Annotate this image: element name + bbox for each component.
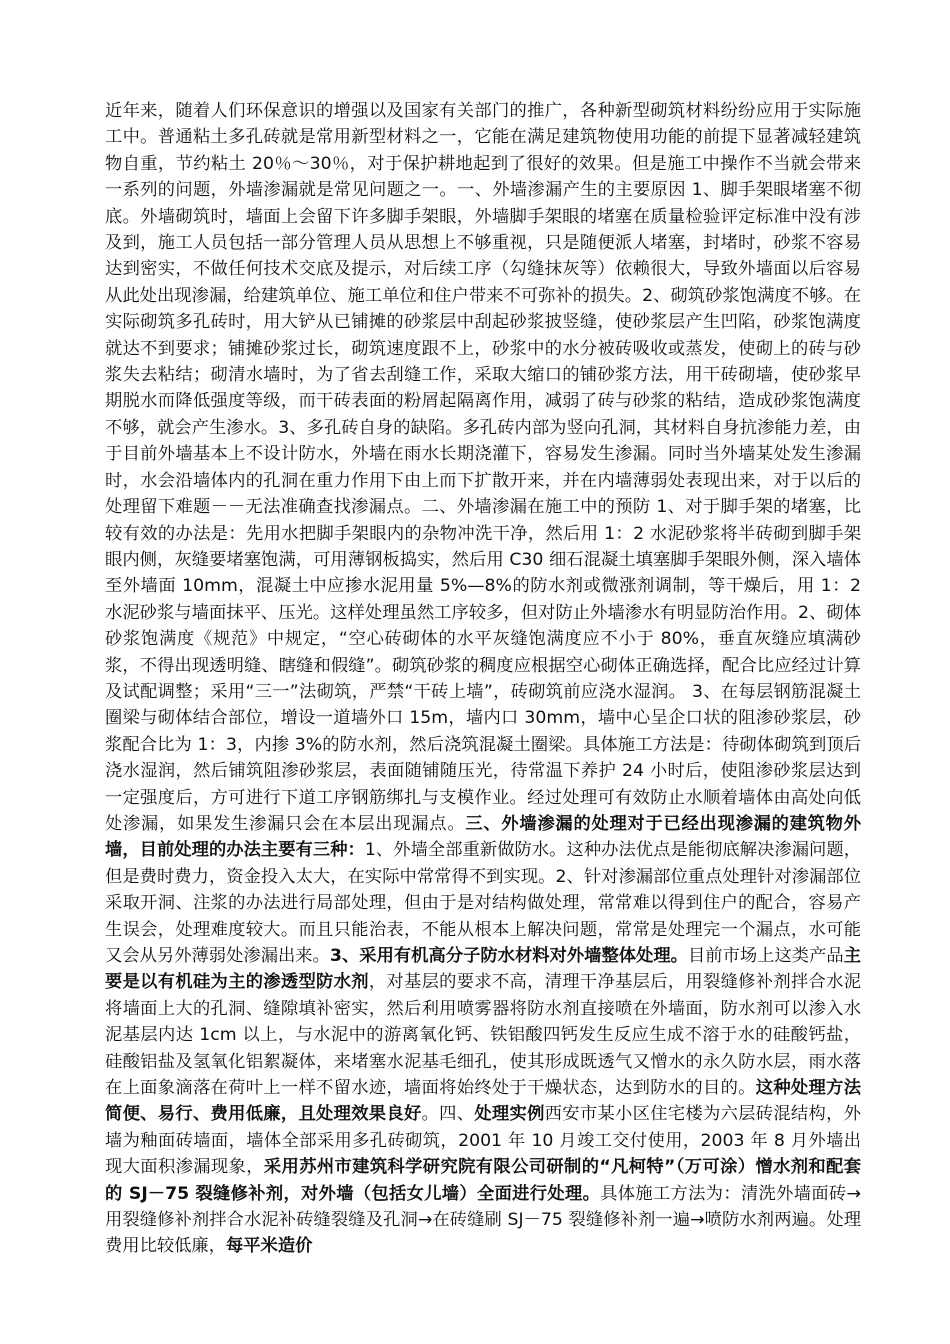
text-segment: 1、外墙全部重新做防水。这种办法优点是能彻底解决渗漏问题，但是费时费力，资金投入太大，在实际中常常得不到实现。2、针对渗漏部位重点处理针对渗漏部位采取开洞、注浆的办法进行局部处理，但由于是对结构做处理，常常难以得到住户的配合，容易产生误会，处理难度较大。而且只能治表，不能从根本上解决问题，常常是处理完一个漏点，水可能又会从另外薄弱处渗漏出来。 bbox=[105, 840, 861, 966]
text-segment-bold: 主要是以有机硅为主的渗透型防水剂 bbox=[105, 946, 861, 993]
text-segment-bold: 每平米造价 bbox=[225, 1236, 313, 1257]
text-segment-bold: 这种处理方法简便、易行、费用低廉，且处理效果良好 bbox=[105, 1078, 861, 1125]
text-segment-bold: 3、采用有机高分子防水材料对外墙整体处理。 bbox=[329, 946, 688, 966]
text-segment: ，对基层的要求不高，清理干净基层后，用裂缝修补剂拌合水泥将墙面上大的孔洞、缝隙填补密实，然后利用喷雾器将防水剂直接喷在外墙面，防水剂可以渗入水泥基层内达 1cm 以上，与水泥中的游离氧化钙、铁铝酸四钙发生反应生成不溶于水的硅酸钙盐，硅酸铝盐及氢氧化铝絮凝体，来堵塞水泥基毛细孔，使其形成既透气又憎水的永久防水层，雨水落在上面象滴落在荷叶上一样不留水迹，墙面将始终处于干燥状态，达到防水的目的。 bbox=[105, 972, 861, 1099]
text-segment-bold: 三、外墙渗漏的处理对于已经出现渗漏的建筑物外墙，目前处理的办法主要有三种： bbox=[105, 813, 861, 861]
text-segment-bold: 处理实例 bbox=[474, 1104, 545, 1125]
text-segment: 近年来，随着人们环保意识的增强以及国家有关部门的推广，各种新型砌筑材料纷纷应用于实际施工中。普通粘土多孔砖就是常用新型材料之一，它能在满足建筑物使用功能的前提下显著减轻建筑物自重，节约粘土 20％～30％，对于保护耕地起到了很好的效果。但是施工中操作不当就会带来一系列的问题，外墙渗漏就是常见问题之一。一、外墙渗漏产生的主要原因 1、脚手架眼堵塞不彻底。外墙砌筑时，墙面上会留下许多脚手架眼，外墙脚手架眼的堵塞在质量检验评定标准中没有涉及到，施工人员包括一部分管理人员从思想上不够重视，只是随便派人堵塞，封堵时，砂浆不容易达到密实，不做任何技术交底及提示，对后续工序（勾缝抹灰等）依赖很大，导致外墙面以后容易从此处出现渗漏，给建筑单位、施工单位和住户带来不可弥补的损失。2、砌筑砂浆饱满度不够。在实际砌筑多孔砖时，用大铲从已铺摊的砂浆层中刮起砂浆披竖缝，使砂浆层产生凹陷，砂浆饱满度就达不到要求；铺摊砂浆过长，砌筑速度跟不上，砂浆中的水分被砖吸收或蒸发，使砌上的砖与砂浆失去粘结；砌清水墙时，为了省去刮缝工作，采取大缩口的铺砂浆方法，用干砖砌墙，使砂浆早期脱水而降低强度等级，而干砖表面的粉屑起隔离作用，减弱了砖与砂浆的粘结，造成砂浆饱满度不够，就会产生渗水。3、多孔砖自身的缺陷。多孔砖内部为竖向孔洞，其材料自身抗渗能力差，由于目前外墙基本上不设计防水，外墙在雨水长期浇灌下，容易发生渗漏。同时当外墙某处发生渗漏时，水会沿墙体内的孔洞在重力作用下由上而下扩散开来，并在内墙薄弱处表现出来，对于以后的处理留下难题－－无法准确查找渗漏点。二、外墙渗漏在施工中的预防 1、对于脚手架的堵塞，比较有效的办法是：先用水把脚手架眼内的杂物冲洗干净，然后用 1：2 水泥砂浆将半砖砌到脚手架眼内侧，灰缝要堵塞饱满，可用薄钢板捣实，然后用 C30 细石混凝土填塞脚手架眼外侧，深入墙体至外墙面 10mm，混凝土中应掺水泥用量 5%—8%的防水剂或微涨剂调制，等干燥后，用 1：2 水泥砂浆与墙面抹平、压光。这样处理虽然工序较多，但对防止外墙渗水有明显防治作用。2、砌体砂浆饱满度《规范》中规定，“空心砖砌体的水平灰缝饱满度应不小于 80%，垂直灰缝应填满砂浆，不得出现透明缝、瞎缝和假缝”。砌筑砂浆的稠度应根据空心砌体正确选择，配合比应经过计算及试配调整；采用“三一”法砌筑，严禁“干砖上墙”，砖砌筑前应浇水湿润。 3、在每层钢筋混凝土圈梁与砌体结合部位，增设一道墙外口 15m，墙内口 30mm，墙中心呈企口状的阻渗砂浆层，砂浆配合比为 1：3，内掺 3%的防水剂，然后浇筑混凝土圈梁。具体施工方法是：待砌体砌筑到顶后浇水湿润，然后铺筑阻渗砂浆层，表面随铺随压光，待常温下养护 24 小时后，使阻渗砂浆层达到一定强度后，方可进行下道工序钢筋绑扎与支模作业。经过处理可有效防止水顺着墙体由高处向低处渗漏，如果发生渗漏只会在本层出现漏点。 bbox=[105, 101, 861, 834]
text-segment: 西安市某小区住宅楼为六层砖混结构，外墙为釉面砖墙面，墙体全部采用多孔砖砌筑，2001 年 10 月竣工交付使用，2003 年 8 月外墙出现大面积渗漏现象， bbox=[105, 1104, 861, 1178]
document-body bbox=[105, 98, 861, 1260]
text-segment: 。四、 bbox=[421, 1104, 475, 1125]
text-segment: 具体施工方法为：清洗外墙面砖→用裂缝修补剂拌合水泥补砖缝裂缝及孔洞→在砖缝刷 SJ－75 裂缝修补剂一遍→喷防水剂两遍。处理费用比较低廉， bbox=[105, 1183, 861, 1257]
text-segment-bold: 采用苏州市建筑科学研究院有限公司研制的“凡柯特”（万可涂）憎水剂和配套的 SJ－75 裂缝修补剂，对外墙（包括女儿墙）全面进行处理。 bbox=[105, 1157, 861, 1204]
text-segment: 目前市场上这类产品 bbox=[687, 946, 844, 966]
